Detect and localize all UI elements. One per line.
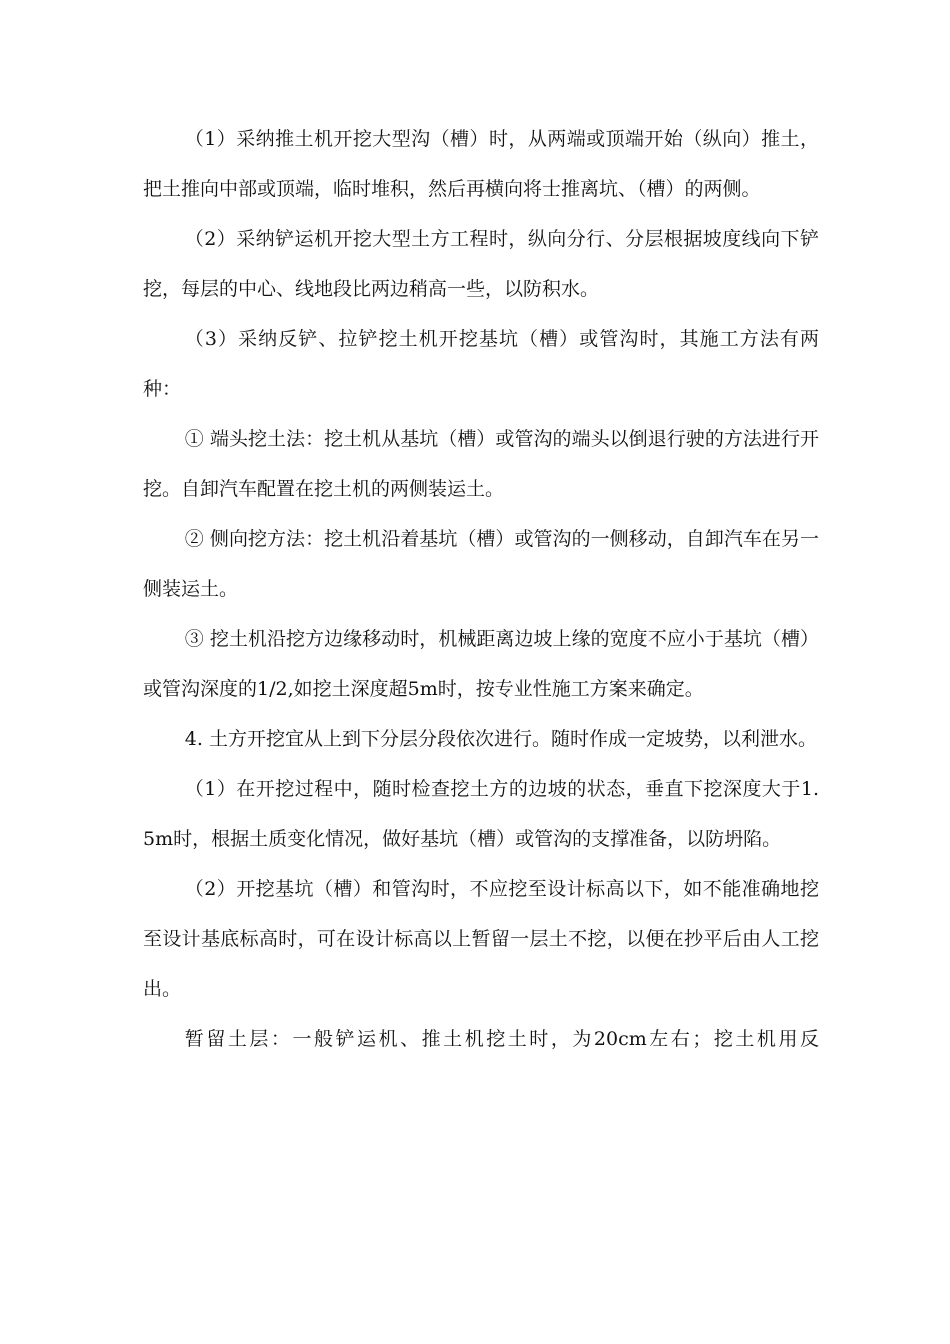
paragraph-scraper-excavation: （2）采纳铲运机开挖大型土方工程时，纵向分行、分层根据坡度线向下铲挖，每层的中心、线地段比两边稍高一些，以防积水。 xyxy=(143,228,819,300)
paragraph-edge-distance-rule: ③ 挖土机沿挖方边缘移动时，机械距离边坡上缘的宽度不应小于基坑（槽）或管沟深度的1/2,如挖土深度超5m时，按专业性施工方案来确定。 xyxy=(143,628,819,700)
paragraph-end-digging-method: ① 端头挖土法：挖土机从基坑（槽）或管沟的端头以倒退行驶的方法进行开挖。自卸汽车配置在挖土机的两侧装运土。 xyxy=(143,428,819,500)
document-body xyxy=(143,114,819,1064)
paragraph-reserved-soil-layer: 暂留土层：一般铲运机、推土机挖土时，为20cm左右；挖土机用反 xyxy=(184,1028,819,1050)
paragraph-layered-excavation: 4. 土方开挖宜从上到下分层分段依次进行。随时作成一定坡势，以利泄水。 xyxy=(184,728,817,750)
paragraph-slope-inspection: （1）在开挖过程中，随时检查挖土方的边坡的状态，垂直下挖深度大于1. 5m时，根据土质变化情况，做好基坑（槽）或管沟的支撑准备，以防坍陷。 xyxy=(143,778,819,850)
paragraph-bulldozer-excavation: （1）采纳推土机开挖大型沟（槽）时，从两端或顶端开始（纵向）推土，把土推向中部或顶端，临时堆积，然后再横向将士推离坑、（槽）的两侧。 xyxy=(143,128,819,200)
paragraph-design-elevation: （2）开挖基坑（槽）和管沟时，不应挖至设计标高以下，如不能准确地挖至设计基底标高时，可在设计标高以上暂留一层土不挖，以便在抄平后由人工挖出。 xyxy=(143,878,819,1000)
paragraph-backhoe-methods: （3）采纳反铲、拉铲挖土机开挖基坑（槽）或管沟时，其施工方法有两种： xyxy=(143,328,819,400)
paragraph-side-digging-method: ② 侧向挖方法：挖土机沿着基坑（槽）或管沟的一侧移动，自卸汽车在另一侧装运土。 xyxy=(143,528,819,600)
